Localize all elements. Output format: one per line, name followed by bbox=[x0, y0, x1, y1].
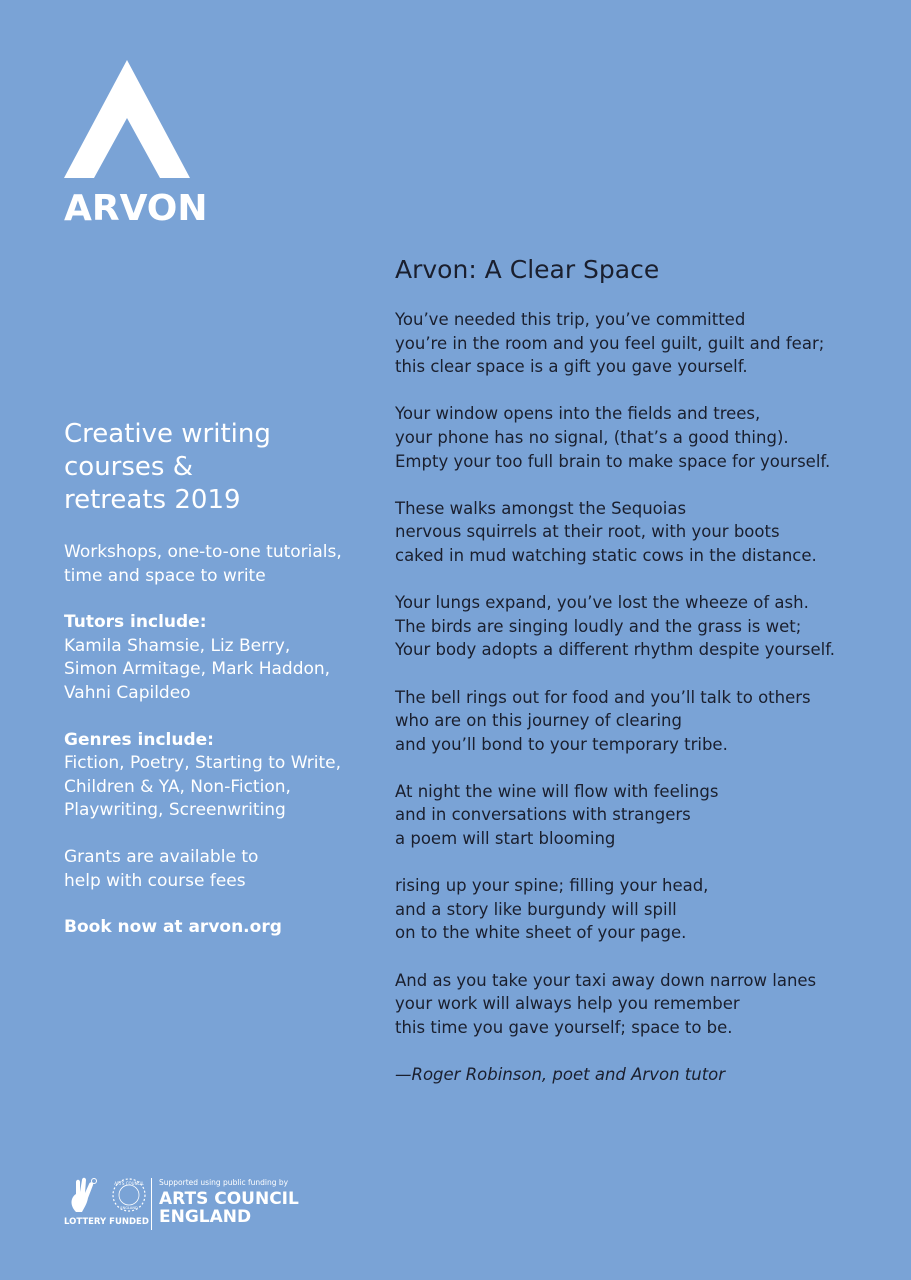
poem-stanza: You’ve needed this trip, you’ve committed you’re in the room and you feel guilt, guilt and fear; this clear space is a gift you gave yourself. bbox=[395, 310, 825, 377]
poem-title: Arvon: A Clear Space bbox=[395, 255, 660, 284]
intro-text: Workshops, one-to-one tutorials, time and space to write bbox=[64, 542, 342, 586]
poem-stanza: These walks amongst the Sequoias nervous squirrels at their root, with your boots caked in mud watching static cows in the distance. bbox=[395, 498, 817, 565]
poem-stanza: And as you take your taxi away down narrow lanes your work will always help you remember this time you gave yourself; space to be. bbox=[395, 970, 817, 1037]
book-now-cta[interactable]: Book now at arvon.org bbox=[64, 917, 282, 938]
arts-council-name: ARTS COUNCIL ENGLAND bbox=[159, 1189, 299, 1227]
tutors-heading: Tutors include: bbox=[64, 612, 207, 633]
genres-heading: Genres include: bbox=[64, 729, 214, 750]
poem bbox=[395, 254, 895, 1087]
left-column bbox=[64, 418, 354, 963]
poem-stanza: Your lungs expand, you’ve lost the wheeze of ash. The birds are singing loudly and the grass is wet; Your body adopts a different rhythm despite yourself. bbox=[395, 593, 836, 660]
funding-note: Supported using public funding by bbox=[159, 1178, 289, 1187]
poem-stanza: rising up your spine; filling your head, and a story like burgundy will spill on to the white sheet of your page. bbox=[395, 876, 709, 943]
poem-stanza: Your window opens into the fields and trees, your phone has no signal, (that’s a good thing). Empty your too full brain to make space for yourself. bbox=[395, 404, 831, 471]
circle-text-top: ARTS COUNCIL bbox=[114, 1181, 144, 1186]
genres-block: Genres include: Fiction, Poetry, Starting to Write, Children & YA, Non-Fiction, Playwriting, Screenwriting bbox=[64, 729, 354, 823]
tutors-block: Tutors include: Kamila Shamsie, Liz Berry, Simon Armitage, Mark Haddon, Vahni Capildeo bbox=[64, 611, 354, 705]
arvon-logo-icon bbox=[64, 60, 192, 182]
funding-footer bbox=[64, 1176, 314, 1232]
circle-text-bottom: ENGLAND bbox=[120, 1206, 138, 1210]
footer-divider bbox=[151, 1178, 152, 1230]
brand-wordmark: ARVON bbox=[64, 188, 208, 229]
lottery-hand-icon bbox=[66, 1176, 100, 1218]
headline: Creative writing courses & retreats 2019 bbox=[64, 419, 271, 515]
poem-attribution: —Roger Robinson, poet and Arvon tutor bbox=[395, 1065, 726, 1084]
grants-text: Grants are available to help with course fees bbox=[64, 846, 259, 891]
poem-stanza: The bell rings out for food and you’ll talk to others who are on this journey of clearing and you’ll bond to your temporary tribe. bbox=[395, 687, 811, 754]
arts-council-circle-icon bbox=[110, 1176, 148, 1218]
poem-stanza: At night the wine will flow with feelings and in conversations with strangers a poem will start blooming bbox=[395, 781, 719, 849]
lottery-funded-label: LOTTERY FUNDED bbox=[64, 1217, 149, 1227]
